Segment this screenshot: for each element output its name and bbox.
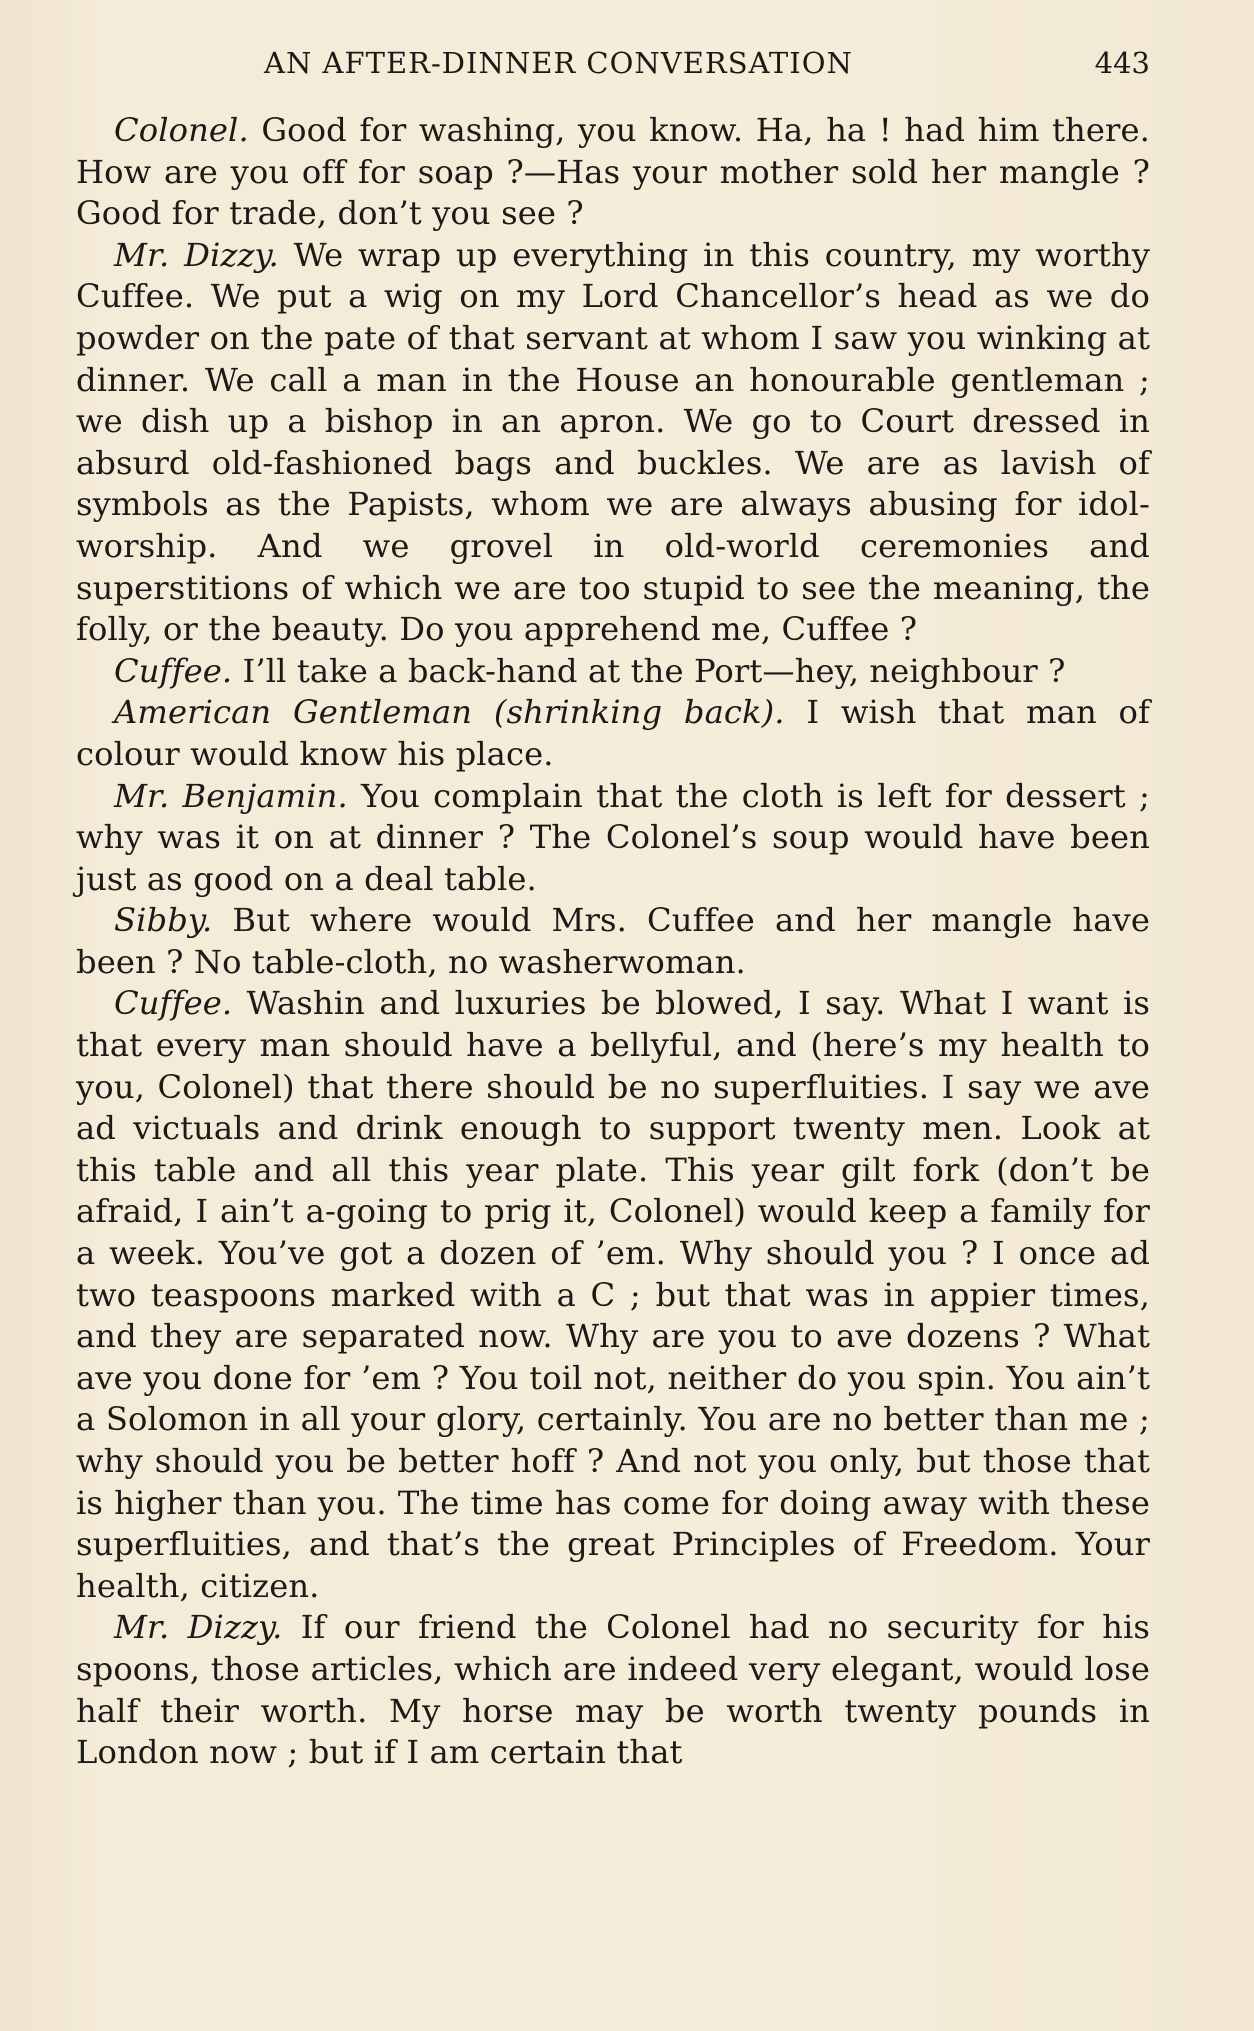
dialogue-paragraph: [76, 1607, 1150, 1773]
speech-text: I wish that man of colour would know his place.: [76, 693, 1151, 773]
speaker-name: Colonel.: [114, 111, 249, 149]
dialogue-paragraph: [76, 235, 1150, 651]
running-head: AN AFTER-DINNER CONVERSATION: [264, 46, 853, 80]
speech-text: Washin and luxuries be blowed, I say. What I want is that every man should have a bellyful, and (here’s my health to you, Colonel) that there should be no superfluities. I say we ave ad victuals and drink enough to support twenty men. Look at this table and all this year plate. This year gilt fork (don’t be afraid, I ain’t a-going to prig it, Colonel) would keep a family for a week. You’ve got a dozen of ’em. Why should you ? I once ad two teaspoons marked with a C ; but that was in appier times, and they are separated now. Why are you to ave dozens ? What ave you done for ’em ? You toil not, neither do you spin. You ain’t a Solomon in all your glory, certainly. You are no better than me ; why should you be better hoff ? And not you only, but those that is higher than you. The time has come for doing away with these superfluities, and that’s the great Principles of Freedom. Your health, citizen.: [76, 984, 1150, 1605]
speaker-name: Mr. Dizzy.: [114, 1608, 283, 1647]
dialogue-paragraph: [76, 776, 1150, 901]
speech-text: But where would Mrs. Cuffee and her mangle have been ? No table-cloth, no washerwoman.: [76, 901, 1150, 981]
speech-text: If our friend the Colonel had no security for his spoons, those articles, which are indeed very elegant, would lose half their worth. My horse may be worth twenty pounds in London now ; but if I am certain that: [76, 1608, 1150, 1772]
dialogue-paragraph: [76, 900, 1150, 983]
speaker-name: Cuffee.: [114, 984, 233, 1023]
speaker-name: Mr. Dizzy.: [114, 235, 279, 274]
page-header: [76, 38, 1150, 88]
speech-text: You complain that the cloth is left for dessert ; why was it on at dinner ? The Colonel’s soup would have been just as good on a deal table.: [76, 776, 1150, 898]
speaker-name: Sibby.: [114, 901, 213, 940]
dialogue-paragraph: [76, 110, 1150, 235]
speech-text: I’ll take a back-hand at the Port—hey, neighbour ?: [232, 651, 1066, 690]
speech-text: We wrap up everything in this country, my worthy Cuffee. We put a wig on my Lord Chancellor’s head as we do powder on the pate of that servant at whom I saw you winking at dinner. We call a man in the House an honourable gentleman ; we dish up a bishop in an apron. We go to Court dressed in absurd old-fashioned bags and buckles. We are as lavish of symbols as the Papists, whom we are always abusing for idol-worship. And we grovel in old-world ceremonies and superstitions of which we are too stupid to see the meaning, the folly, or the beauty. Do you apprehend me, Cuffee ?: [76, 235, 1150, 649]
page-body: [76, 110, 1150, 1774]
page-number: 443: [1094, 46, 1150, 80]
dialogue-paragraph: [76, 651, 1150, 693]
speaker-name: American Gentleman: [114, 693, 473, 732]
speech-text: Good for washing, you know. Ha, ha ! had him there. How are you off for soap ?—Has your mother sold her mangle ? Good for trade, don’t you see ?: [76, 111, 1150, 233]
dialogue-paragraph: [76, 692, 1150, 775]
speaker-name: Cuffee.: [114, 651, 233, 690]
dialogue-paragraph: [76, 983, 1150, 1607]
stage-direction: (shrinking back).: [472, 693, 785, 732]
speaker-name: Mr. Benjamin.: [114, 776, 348, 815]
